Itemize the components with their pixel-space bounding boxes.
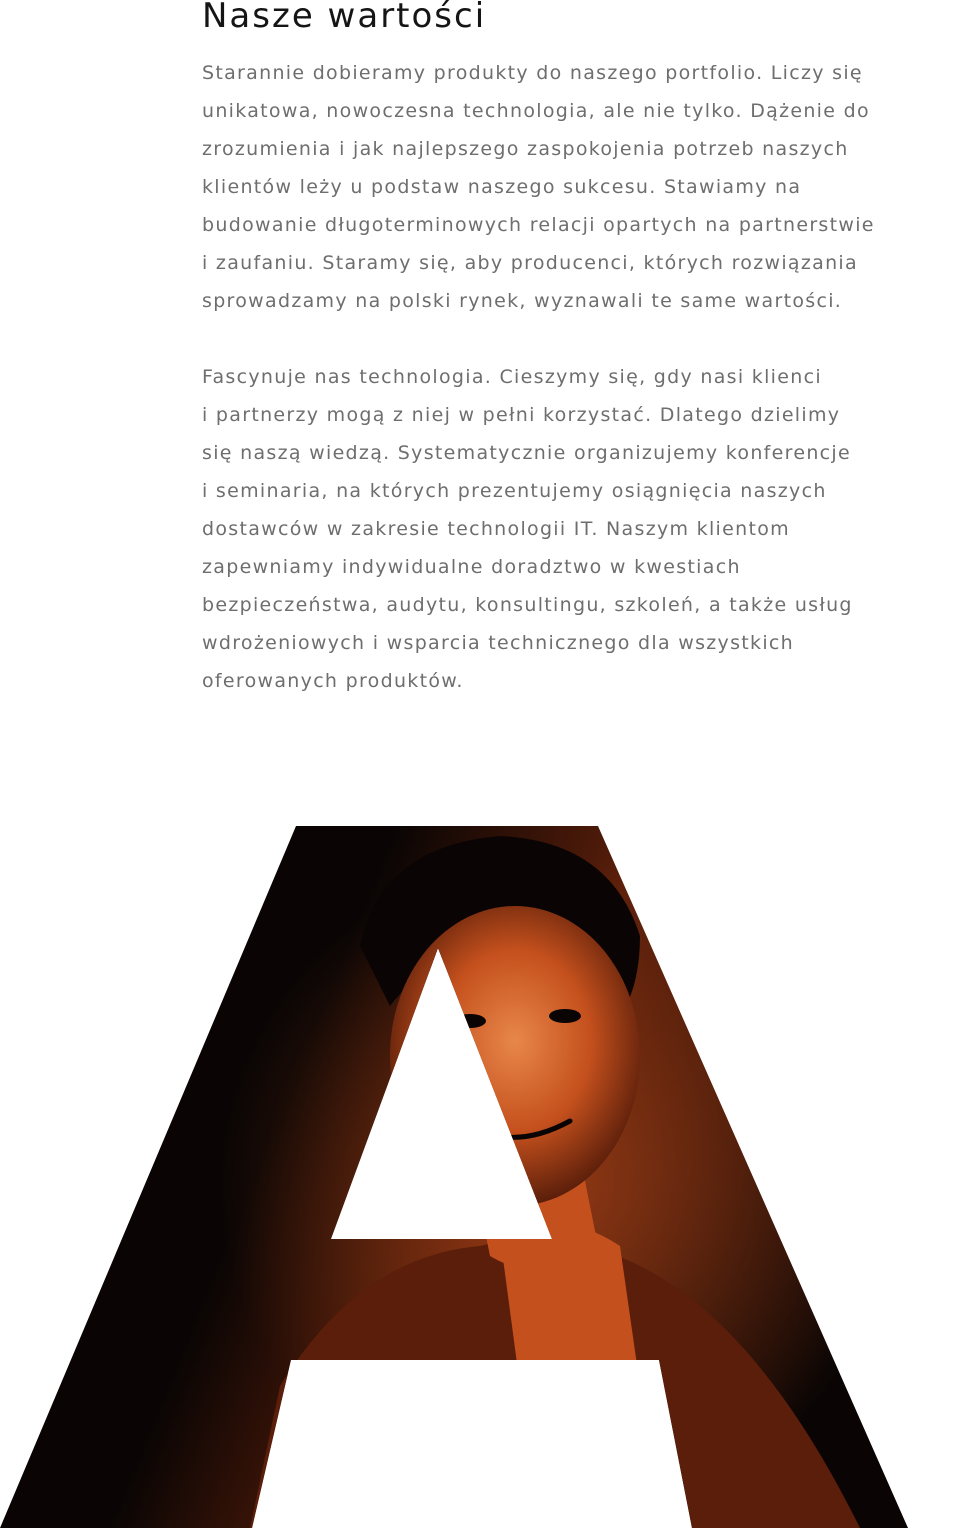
text-line: i seminaria, na których prezentujemy osiągnięcia naszych [202, 480, 827, 502]
text-line: budowanie długoterminowych relacji opartych na partnerstwie [202, 214, 875, 236]
text-line: się naszą wiedzą. Systematycznie organizujemy konferencje [202, 442, 851, 464]
body-text [202, 54, 960, 700]
portrait-photo [0, 826, 960, 1528]
text-line: bezpieczeństwa, audytu, konsultingu, szkoleń, a także usług [202, 594, 853, 616]
text-line: zrozumienia i jak najlepszego zaspokojenia potrzeb naszych [202, 138, 849, 160]
paragraph [202, 54, 960, 320]
text-line: Fascynuje nas technologia. Cieszymy się, gdy nasi klienci [202, 366, 822, 388]
page-title: Nasze wartości [202, 0, 487, 36]
text-line: dostawców w zakresie technologii IT. Naszym klientom [202, 518, 790, 540]
text-line: i partnerzy mogą z niej w pełni korzystać. Dlatego dzielimy [202, 404, 841, 426]
text-line: i zaufaniu. Staramy się, aby producenci, których rozwiązania [202, 252, 858, 274]
paragraph [202, 358, 960, 700]
text-line: unikatowa, nowoczesna technologia, ale nie tylko. Dążenie do [202, 100, 870, 122]
text-line: oferowanych produktów. [202, 670, 464, 692]
text-line: wdrożeniowych i wsparcia technicznego dla wszystkich [202, 632, 795, 654]
text-line: sprowadzamy na polski rynek, wyznawali te same wartości. [202, 290, 843, 312]
text-line: zapewniamy indywidualne doradztwo w kwestiach [202, 556, 741, 578]
paragraph-gap [202, 320, 960, 358]
text-line: Starannie dobieramy produkty do naszego portfolio. Liczy się [202, 62, 863, 84]
text-line: klientów leży u podstaw naszego sukcesu. Stawiamy na [202, 176, 802, 198]
letter-a-portrait-image [0, 826, 960, 1528]
